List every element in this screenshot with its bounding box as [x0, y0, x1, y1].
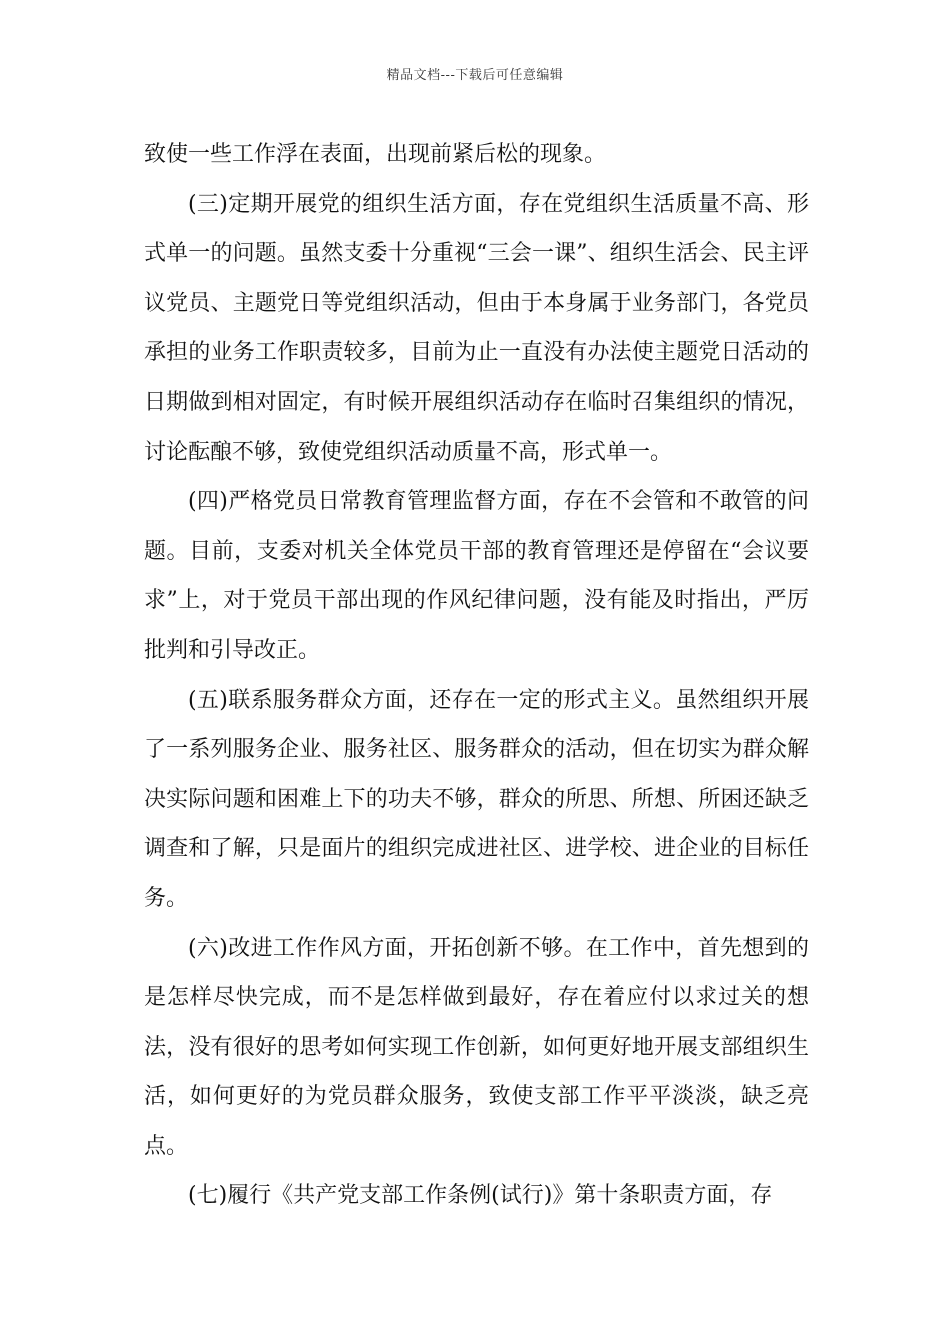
paragraph-section-7: (七)履行《共产党支部工作条例(试行)》第十条职责方面，存: [188, 1183, 773, 1209]
paragraph-section-3: (三)定期开展党的组织生活方面，存在党组织生活质量不高、形式单一的问题。虽然支委十分重视“三会一课”、组织生活会、民主评议党员、主题党日等党组织活动，但由于本身属于业务部门，各党员承担的业务工作职责较多，目前为止一直没有办法使主题党日活动的日期做到相对固定，有时候开展组织活动存在临时召集组织的情况，讨论酝酿不够，致使党组织活动质量不高，形式单一。: [144, 191, 809, 465]
document-body: [144, 130, 809, 1221]
paragraph-continuation: 致使一些工作浮在表面，出现前紧后松的现象。: [144, 142, 607, 167]
paragraph-section-6: (六)改进工作作风方面，开拓创新不够。在工作中，首先想到的是怎样尽快完成，而不是怎样做到最好，存在着应付以求过关的想法，没有很好的思考如何实现工作创新，如何更好地开展支部组织生活，如何更好的为党员群众服务，致使支部工作平平淡淡，缺乏亮点。: [144, 935, 809, 1159]
paragraph-section-4: (四)严格党员日常教育管理监督方面，存在不会管和不敢管的问题。目前，支委对机关全体党员干部的教育管理还是停留在“会议要求”上，对于党员干部出现的作风纪律问题，没有能及时指出，严厉批判和引导改正。: [144, 489, 809, 663]
page-header: 精品文档---下载后可任意编辑: [386, 68, 564, 83]
paragraph-section-5: (五)联系服务群众方面，还存在一定的形式主义。虽然组织开展了一系列服务企业、服务社区、服务群众的活动，但在切实为群众解决实际问题和困难上下的功夫不够，群众的所思、所想、所困还缺乏调查和了解，只是面片的组织完成进社区、进学校、进企业的目标任务。: [144, 687, 809, 911]
